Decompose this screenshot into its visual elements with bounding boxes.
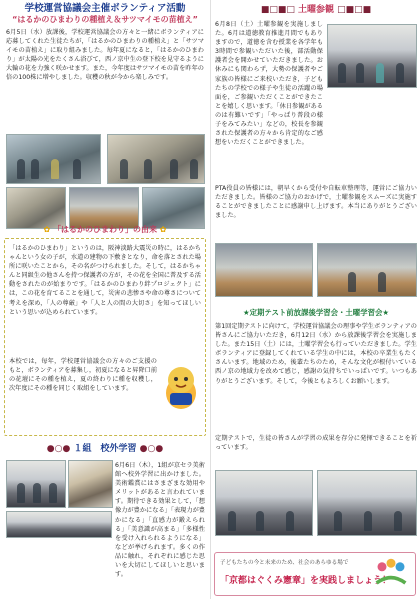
test-paragraph: 第1回定期テストに向けて，学校運営協議会の理事や学生ボランティアの皆さんにご協力いただき，6月12日（水）から放課後学習会を実施しました。また15日（土）には，土曜学習会も行っていただきました。学生ボランティアに登録してくれている学生の中には，本校の卒業生もたくさんいます。地域のため，後輩たちのため，そんな文化が根付いている西ノ京の地域力を改めて感じ，感謝の気持ちでいっぱいです。いつもありがとうございます。そして，今後ともよろしくお願いします。 [215, 323, 417, 385]
decorative-dots: ●○● [46, 444, 71, 454]
museum-photo-1 [6, 460, 66, 508]
saturday-photo [327, 24, 417, 88]
sunflower-icon: ✿ [43, 225, 51, 234]
saturday-paragraph-2: PTA役員の皆様には，朝早くから受付や自転車整理等，運営にご協力いただきました。皆様のご協力のおかげで，土曜参観をスムーズに実施することができましたことに感謝申し上げます。本当にありがとうございました。 [215, 185, 417, 220]
museum-photo-3 [6, 511, 112, 538]
yellow-section-heading: ✿ 「はるかのひまわり」の由来 ✿ [43, 225, 167, 234]
class-trip-paragraph: 6月6日（木），1組が京セラ美術館へ校外学習に出かけました。美術鑑賞にはさまざまな効用やメリットがあると言われています。期待できる効果として，「想像力が豊かになる」「表現力が豊かになる」「直感力が鍛えられる」「美意識が高まる」「多様性を受け入れられるようになる」などが挙げられます。多くの作品に触れ，それぞれに感じた思いを大切にしてほしいと思います。 [115, 462, 205, 579]
planting-photo-2 [107, 134, 205, 184]
saturday-paragraph-top: 6月8日（土）土曜参観を実施しました。6月は道徳教育推進月間でもありますので，道徳を含む授業を各学年も3時間で参観いただいた後，部活動保護者会を開かせていただきました。お休みにも関わらず，大勢の保護者やご家族の皆様にご来校いただき，子どもたちの学校での様子や生徒の活躍の場面を，ご参観いただくことができたことを嬉しく思います。「休日参観があるのは有難いです」「やっぱり普段の様子をみてみたい」などの，校長を参観された保護者の方々から肯定的なご感想をいただくことができました。 [215, 21, 323, 147]
volunteer-paragraph: 6月5日（水）放課後，学校運営協議会の方々と一緒にボランティアに応募してくれた生徒たちが，「はるかのひまわりの種植え」と「サツマイモの苗植え」に取り組みました。毎年夏になると，「はるかのひまわり」が太陽の光をたくさん浴びて，西ノ京中生の登下校を見守るように大輪の花を力強く咲かせます。また，今年度はサツマイモの苗を昨年の倍の100株に増やしました。収穫の秋が今から楽しみです。 [6, 29, 204, 82]
study-photo-2 [317, 470, 417, 536]
saturday-heading: ■□■□ 土曜参観 □■□■ [260, 5, 372, 15]
museum-photo-2 [68, 460, 113, 508]
article-subtitle: “はるかのひまわりの種植え＆サツマイモの苗植え” [12, 15, 198, 24]
planting-photo-5 [142, 187, 205, 229]
test-heading: ★定期テスト前放課後学習会・土曜学習会★ [243, 308, 389, 317]
test-paragraph-2: 定期テストで，生徒の皆さんが学習の成果を存分に発揮できることを祈っています。 [215, 435, 417, 452]
decorative-dots: □■□■ [337, 5, 372, 15]
banner-title: 「京都はぐくみ憲章」を実践しましょう！ [220, 576, 392, 586]
sunflower-icon: ✿ [159, 225, 167, 234]
class-trip-heading: ●○● １組 校外学習 ●○● [46, 444, 164, 454]
right-column [210, 0, 420, 599]
planting-photo-4 [69, 187, 139, 229]
origin-paragraph-2: 本校では，毎年，学校運営協議会の方々のご支援のもと，ボランティアを募集し，初夏になると昇降口前の花壇にその種を植え，夏の終わりに種を収穫し，次年度にその種を同じく取組をしています。 [9, 358, 158, 393]
mascot-illustration [160, 363, 202, 411]
hagukumi-logo [373, 556, 409, 592]
planting-photo-3 [6, 187, 66, 229]
planting-photo-1 [6, 134, 101, 184]
kyoto-banner [214, 552, 416, 596]
class-trip-paragraph-cont [6, 541, 205, 596]
class-photo-2 [317, 243, 417, 297]
decorative-dots: ●○● [139, 444, 164, 454]
origin-paragraph: 「はるかのひまわり」というのは，阪神淡路大震災の時に，はるかちゃんという女の子が，水道の建物の下敷きとなり，命を落とされた場所に咲いたことから，その名がつけられました。そして，はるかちゃんと同級生の他さんを持つ保護者の方が，その花を全国に普及する活動をされたのが始まりです。「はるかのひまわり絆プロジェクト」には，この花を育てることを通して，災害の悲惨さや命の尊さについて考えを深め，「人の尊厳」や「人と人の間の大切さ」を知ってほしいという思いが込められています。 [9, 245, 201, 316]
study-photo-1 [215, 470, 313, 536]
article-title: 学校運営協議会主催ボランティア活動 [24, 3, 186, 14]
class-photo-1 [215, 243, 313, 297]
decorative-dots: ■□■□ [260, 5, 295, 15]
banner-tagline: 子どもたちの今と未来のため、社会のあらゆる場で [220, 560, 349, 566]
